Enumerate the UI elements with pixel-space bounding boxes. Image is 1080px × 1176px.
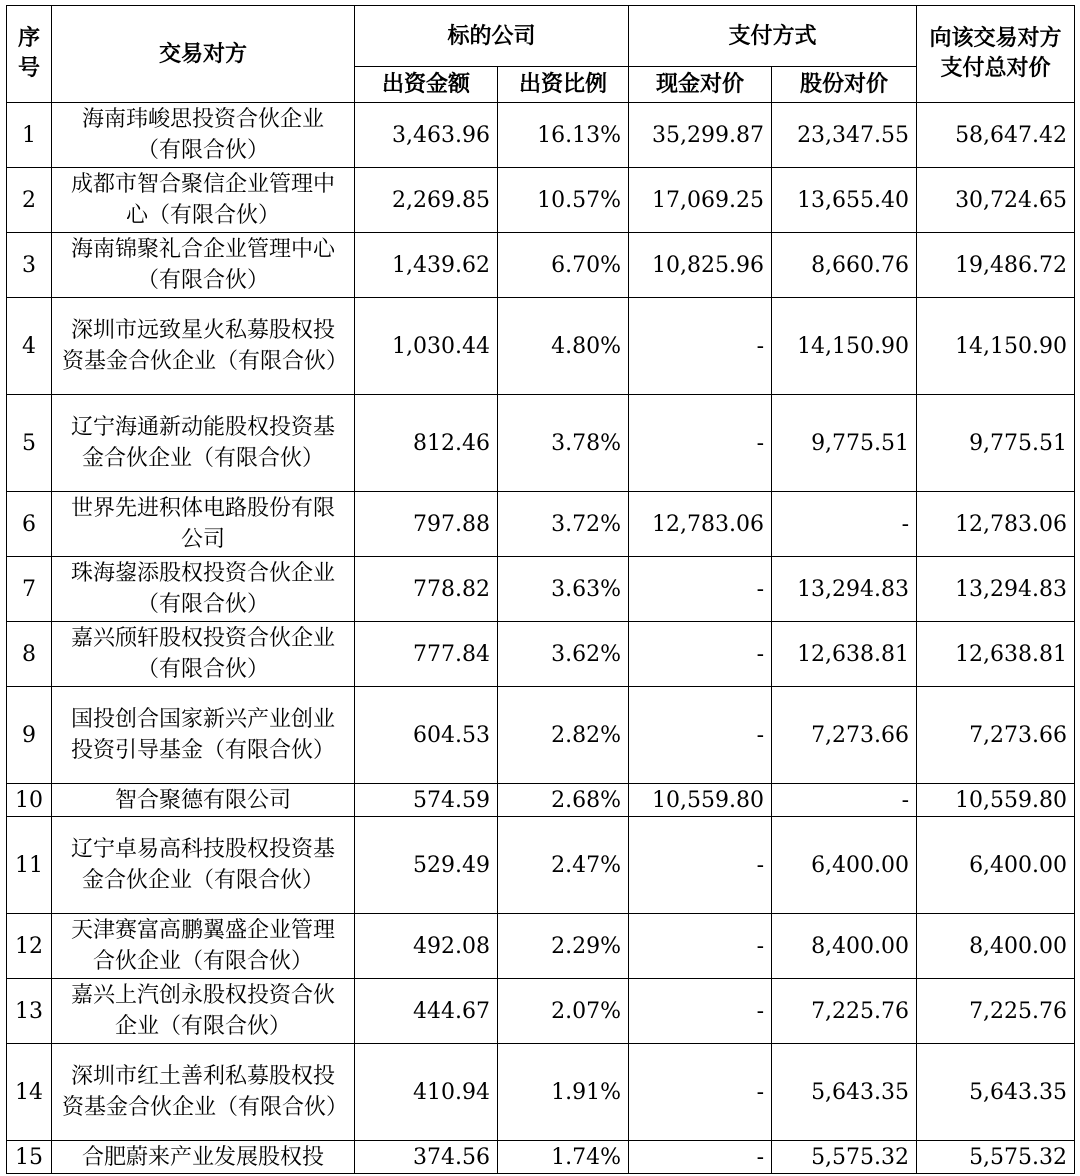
share-consideration-cell: 5,643.35 [772, 1044, 917, 1141]
capital-amount-cell: 777.84 [355, 622, 498, 687]
counterparty-name: 世界先进积体电路股份有限公司 [70, 496, 335, 552]
counterparty-name-cell [52, 168, 355, 233]
total-consideration-cell: 19,486.72 [917, 233, 1075, 298]
table-row [7, 914, 1075, 979]
share-consideration-cell: 9,775.51 [772, 395, 917, 492]
capital-ratio-cell: 3.72% [498, 492, 629, 557]
share-consideration-cell: - [772, 492, 917, 557]
counterparty-name-cell [52, 298, 355, 395]
counterparty-name-cell [52, 687, 355, 784]
cash-consideration-cell: - [629, 687, 772, 784]
cash-consideration-cell: - [629, 1044, 772, 1141]
share-consideration-cell: 13,294.83 [772, 557, 917, 622]
share-consideration-cell: 6,400.00 [772, 817, 917, 914]
total-consideration-cell: 58,647.42 [917, 103, 1075, 168]
total-consideration-cell: 13,294.83 [917, 557, 1075, 622]
capital-ratio-cell: 3.62% [498, 622, 629, 687]
capital-ratio-cell: 3.63% [498, 557, 629, 622]
share-consideration-cell: 13,655.40 [772, 168, 917, 233]
cash-consideration-cell: 12,783.06 [629, 492, 772, 557]
capital-ratio-cell: 2.82% [498, 687, 629, 784]
table-row [7, 168, 1075, 233]
capital-ratio-cell: 2.07% [498, 979, 629, 1044]
counterparty-name-cell [52, 1044, 355, 1141]
cash-consideration-cell: 17,069.25 [629, 168, 772, 233]
row-number-cell: 12 [7, 914, 52, 979]
capital-ratio-cell: 2.47% [498, 817, 629, 914]
table-row [7, 395, 1075, 492]
header-capital-amount: 出资金额 [355, 67, 498, 103]
table-row [7, 1044, 1075, 1141]
capital-ratio-cell: 2.68% [498, 784, 629, 817]
capital-ratio-cell: 4.80% [498, 298, 629, 395]
counterparty-name-cell [52, 914, 355, 979]
counterparty-name-cell [52, 103, 355, 168]
row-number-cell: 10 [7, 784, 52, 817]
cash-consideration-cell: 35,299.87 [629, 103, 772, 168]
share-consideration-cell: 5,575.32 [772, 1141, 917, 1174]
total-consideration-cell: 7,225.76 [917, 979, 1075, 1044]
row-number-cell: 8 [7, 622, 52, 687]
capital-ratio-cell: 16.13% [498, 103, 629, 168]
counterparty-name: 合肥蔚来产业发展股权投 [81, 1144, 324, 1170]
total-consideration-cell: 12,783.06 [917, 492, 1075, 557]
header-cash-consideration: 现金对价 [629, 67, 772, 103]
row-number-cell: 9 [7, 687, 52, 784]
share-consideration-cell: 7,273.66 [772, 687, 917, 784]
header-target-company: 标的公司 [355, 6, 629, 67]
total-consideration-cell: 9,775.51 [917, 395, 1075, 492]
capital-ratio-cell: 6.70% [498, 233, 629, 298]
counterparty-name: 嘉兴上汽创永股权投资合伙企业（有限合伙） [70, 983, 335, 1039]
total-consideration-cell: 12,638.81 [917, 622, 1075, 687]
counterparty-name: 海南锦聚礼合企业管理中心（有限合伙） [70, 237, 335, 293]
row-number-cell: 14 [7, 1044, 52, 1141]
row-number-cell: 13 [7, 979, 52, 1044]
cash-consideration-cell: - [629, 914, 772, 979]
header-payment-method: 支付方式 [629, 6, 917, 67]
counterparty-name: 国投创合国家新兴产业创业投资引导基金（有限合伙） [70, 707, 335, 763]
share-consideration-cell: 8,660.76 [772, 233, 917, 298]
header-counterparty: 交易对方 [52, 6, 355, 103]
capital-amount-cell: 604.53 [355, 687, 498, 784]
cash-consideration-cell: - [629, 979, 772, 1044]
capital-amount-cell: 410.94 [355, 1044, 498, 1141]
total-consideration-cell: 30,724.65 [917, 168, 1075, 233]
counterparty-name-cell [52, 817, 355, 914]
counterparty-name-cell [52, 492, 355, 557]
capital-amount-cell: 797.88 [355, 492, 498, 557]
share-consideration-cell: 14,150.90 [772, 298, 917, 395]
total-consideration-cell: 5,643.35 [917, 1044, 1075, 1141]
capital-ratio-cell: 3.78% [498, 395, 629, 492]
header-seq: 序号 [7, 6, 52, 103]
cash-consideration-cell: 10,825.96 [629, 233, 772, 298]
capital-amount-cell: 374.56 [355, 1141, 498, 1174]
counterparty-name-cell [52, 1141, 355, 1174]
counterparty-name: 深圳市红土善利私募股权投资基金合伙企业（有限合伙） [62, 1064, 349, 1120]
capital-ratio-cell: 2.29% [498, 914, 629, 979]
table-row [7, 784, 1075, 817]
capital-amount-cell: 1,439.62 [355, 233, 498, 298]
table-row [7, 817, 1075, 914]
share-consideration-cell: 12,638.81 [772, 622, 917, 687]
row-number-cell: 1 [7, 103, 52, 168]
cash-consideration-cell: 10,559.80 [629, 784, 772, 817]
capital-ratio-cell: 10.57% [498, 168, 629, 233]
capital-amount-cell: 2,269.85 [355, 168, 498, 233]
table-row [7, 233, 1075, 298]
counterparty-name: 嘉兴颀轩股权投资合伙企业（有限合伙） [70, 626, 335, 682]
counterparty-name: 珠海鋆添股权投资合伙企业（有限合伙） [70, 561, 335, 617]
capital-amount-cell: 574.59 [355, 784, 498, 817]
capital-amount-cell: 778.82 [355, 557, 498, 622]
capital-amount-cell: 492.08 [355, 914, 498, 979]
row-number-cell: 4 [7, 298, 52, 395]
counterparty-name-cell [52, 395, 355, 492]
counterparty-name-cell [52, 557, 355, 622]
share-consideration-cell: 8,400.00 [772, 914, 917, 979]
cash-consideration-cell: - [629, 298, 772, 395]
row-number-cell: 11 [7, 817, 52, 914]
row-number-cell: 3 [7, 233, 52, 298]
cash-consideration-cell: - [629, 557, 772, 622]
cash-consideration-cell: - [629, 622, 772, 687]
table-body [7, 103, 1075, 1174]
table-row [7, 622, 1075, 687]
total-consideration-cell: 6,400.00 [917, 817, 1075, 914]
table-row [7, 103, 1075, 168]
total-consideration-cell: 7,273.66 [917, 687, 1075, 784]
counterparty-name: 深圳市远致星火私募股权投资基金合伙企业（有限合伙） [62, 318, 349, 374]
capital-amount-cell: 3,463.96 [355, 103, 498, 168]
row-number-cell: 5 [7, 395, 52, 492]
capital-amount-cell: 444.67 [355, 979, 498, 1044]
total-consideration-cell: 8,400.00 [917, 914, 1075, 979]
share-consideration-cell: 23,347.55 [772, 103, 917, 168]
counterparty-name-cell [52, 979, 355, 1044]
counterparty-name: 辽宁卓易高科技股权投资基金合伙企业（有限合伙） [70, 837, 335, 893]
counterparty-name-cell [52, 784, 355, 817]
table-row [7, 687, 1075, 784]
counterparty-name: 辽宁海通新动能股权投资基金合伙企业（有限合伙） [70, 415, 335, 471]
counterparty-name-cell [52, 233, 355, 298]
capital-amount-cell: 1,030.44 [355, 298, 498, 395]
counterparty-name: 天津赛富高鹏翼盛企业管理合伙企业（有限合伙） [70, 918, 335, 974]
capital-ratio-cell: 1.74% [498, 1141, 629, 1174]
counterparty-name: 海南玮峻思投资合伙企业（有限合伙） [81, 107, 324, 163]
cash-consideration-cell: - [629, 1141, 772, 1174]
table-row [7, 298, 1075, 395]
counterparty-name-cell [52, 622, 355, 687]
header-share-consideration: 股份对价 [772, 67, 917, 103]
total-consideration-cell: 14,150.90 [917, 298, 1075, 395]
table-row [7, 492, 1075, 557]
counterparty-name: 成都市智合聚信企业管理中心（有限合伙） [70, 172, 335, 228]
total-consideration-cell: 5,575.32 [917, 1141, 1075, 1174]
table-row [7, 557, 1075, 622]
counterparty-name: 智合聚德有限公司 [114, 787, 291, 813]
share-consideration-cell: 7,225.76 [772, 979, 917, 1044]
cash-consideration-cell: - [629, 817, 772, 914]
row-number-cell: 2 [7, 168, 52, 233]
capital-amount-cell: 812.46 [355, 395, 498, 492]
total-consideration-cell: 10,559.80 [917, 784, 1075, 817]
table-row [7, 1141, 1075, 1174]
header-capital-ratio: 出资比例 [498, 67, 629, 103]
row-number-cell: 15 [7, 1141, 52, 1174]
share-consideration-cell: - [772, 784, 917, 817]
row-number-cell: 6 [7, 492, 52, 557]
row-number-cell: 7 [7, 557, 52, 622]
transaction-table [6, 5, 1075, 1174]
cash-consideration-cell: - [629, 395, 772, 492]
table-row [7, 979, 1075, 1044]
capital-amount-cell: 529.49 [355, 817, 498, 914]
capital-ratio-cell: 1.91% [498, 1044, 629, 1141]
header-total-consideration: 向该交易对方支付总对价 [917, 6, 1075, 103]
